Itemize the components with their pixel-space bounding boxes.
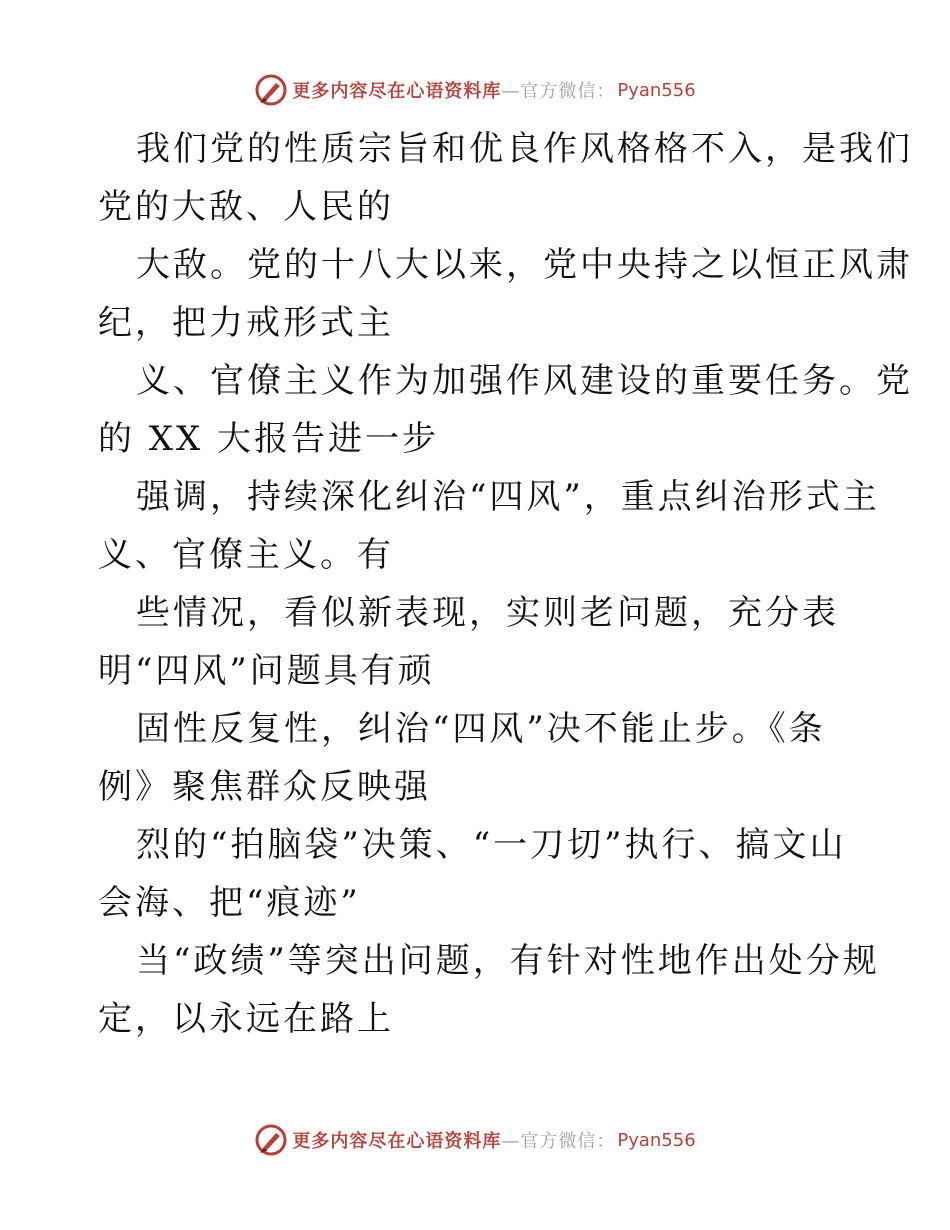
banner-wechat-id: Pyan556 — [617, 79, 696, 101]
body-line: 明“四风”问题具有顽 — [98, 651, 435, 691]
banner-separator: —官方微信： — [501, 81, 616, 102]
pen-logo-icon — [254, 73, 288, 107]
body-line: 党的大敌、人民的 — [98, 187, 394, 227]
header-banner — [0, 70, 950, 110]
body-line: 例》聚焦群众反映强 — [98, 767, 431, 807]
body-line: 强调，持续深化纠治“四风”，重点纠治形式主 — [136, 477, 880, 517]
body-line: 我们党的性质宗旨和优良作风格格不入，是我们 — [136, 129, 913, 169]
body-line: 定，以永远在路上 — [98, 999, 394, 1039]
banner-title: 更多内容尽在心语资料库 — [292, 1131, 502, 1152]
body-line: 大敌。党的十八大以来，党中央持之以恒正风肃 — [136, 245, 913, 285]
body-line: 纪，把力戒形式主 — [98, 303, 394, 343]
banner-separator: —官方微信： — [501, 1131, 616, 1152]
body-line: 的 XX 大报告进一步 — [98, 419, 440, 459]
body-line: 烈的“拍脑袋”决策、“一刀切”执行、搞文山 — [136, 825, 847, 865]
document-body — [98, 120, 913, 1048]
body-line: 义、官僚主义。有 — [98, 535, 394, 575]
banner-title: 更多内容尽在心语资料库 — [292, 81, 502, 102]
body-line: 会海、把“痕迹” — [98, 883, 361, 923]
body-line: 义、官僚主义作为加强作风建设的重要任务。党 — [136, 361, 913, 401]
footer-banner — [0, 1120, 950, 1160]
body-line: 当“政绩”等突出问题，有针对性地作出处分规 — [136, 941, 880, 981]
body-line: 些情况，看似新表现，实则老问题，充分表 — [136, 593, 839, 633]
pen-logo-icon — [254, 1123, 288, 1157]
banner-wechat-id: Pyan556 — [617, 1129, 696, 1151]
body-line: 固性反复性，纠治“四风”决不能止步。《条 — [136, 709, 826, 749]
